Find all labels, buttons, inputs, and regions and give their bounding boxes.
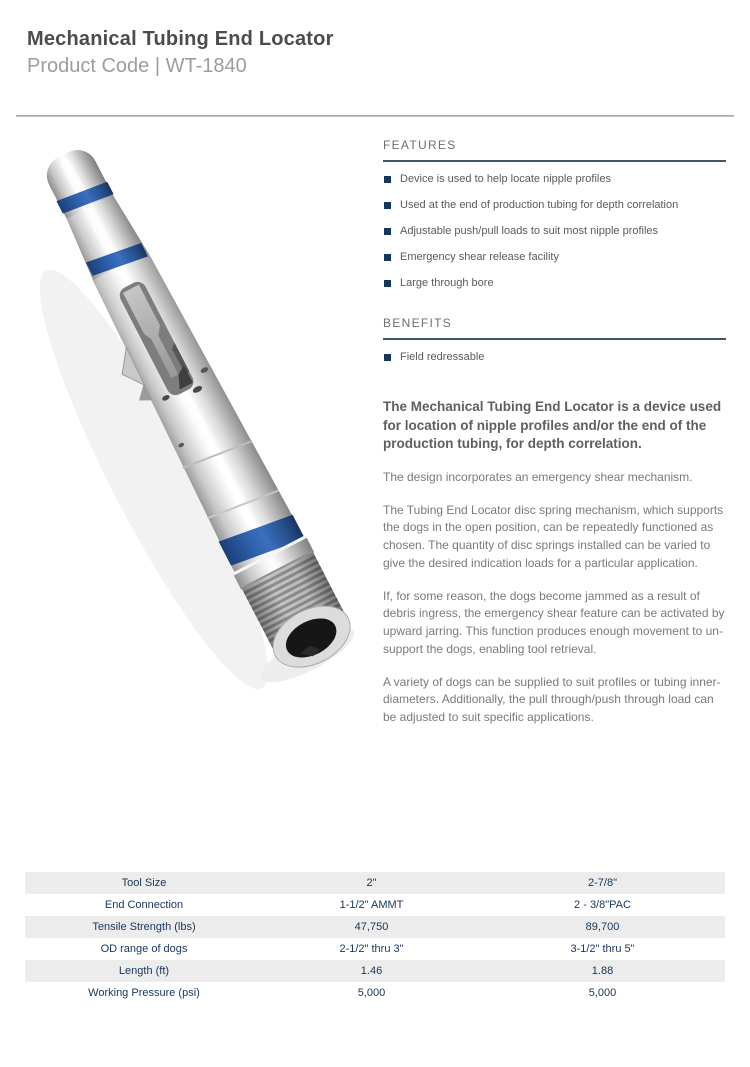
header-divider (16, 115, 734, 117)
spec-table-row (25, 938, 725, 960)
spec-table-row (25, 982, 725, 1004)
description-paragraph: A variety of dogs can be supplied to suit profiles or tubing inner-diameters. Additionally, the pull through/push through load can be adjusted to suit specific applications. (383, 674, 721, 725)
spec-label-cell: Tensile Strength (lbs) (92, 921, 196, 933)
description-paragraph: If, for some reason, the dogs become jammed as a result of debris ingress, the emergency shear feature can be activated by upward jarring. This function produces enough movement to un-support the dogs, enabling tool retrieval. (383, 588, 725, 656)
bullet-square-icon (384, 280, 391, 287)
benefits-heading: BENEFITS (383, 316, 453, 330)
spec-value-cell: 3-1/2" thru 5" (570, 943, 635, 955)
spec-table (25, 872, 725, 1004)
header (27, 28, 334, 78)
benefits-rule (383, 338, 726, 340)
spec-value-cell: 2-7/8" (588, 877, 617, 889)
spec-value-cell: 1-1/2" AMMT (339, 899, 404, 911)
feature-item (383, 167, 726, 193)
tubing-end-locator-image (8, 120, 383, 720)
spec-label-cell: End Connection (104, 899, 184, 911)
feature-item (383, 271, 726, 297)
product-photo (8, 120, 383, 720)
features-heading: FEATURES (383, 138, 457, 152)
bullet-square-icon (384, 176, 391, 183)
spec-value-cell: 1.88 (591, 965, 614, 977)
description-paragraph: The Tubing End Locator disc spring mechanism, which supports the dogs in the open position, can be repeatedly functioned as chosen. The quantity of disc springs installed can be varied to give the desired indication loads for a particular application. (383, 502, 724, 570)
feature-item (383, 219, 726, 245)
spec-value-cell: 5,000 (588, 987, 617, 999)
feature-text: Used at the end of production tubing for depth correlation (400, 199, 679, 211)
spec-value-cell: 1.46 (360, 965, 383, 977)
description-lead: The Mechanical Tubing End Locator is a device used for location of nipple profiles and/or the end of the production tubing, for depth correlation. (383, 399, 722, 452)
benefits-section (383, 316, 726, 371)
features-section (383, 138, 726, 297)
product-code: Product Code | WT-1840 (27, 55, 247, 77)
spec-table-row (25, 872, 725, 894)
spec-value-cell: 2-1/2" thru 3" (339, 943, 404, 955)
spec-value-cell: 2 - 3/8"PAC (574, 899, 631, 911)
feature-text: Device is used to help locate nipple profiles (400, 173, 611, 185)
feature-text: Large through bore (400, 277, 494, 289)
feature-item (383, 193, 726, 219)
spec-table-row (25, 916, 725, 938)
spec-value-cell: 89,700 (585, 921, 620, 933)
bullet-square-icon (384, 254, 391, 261)
description-paragraph: The design incorporates an emergency shear mechanism. (383, 469, 693, 484)
description-paragraphs (383, 469, 726, 727)
spec-value-cell: 5,000 (357, 987, 386, 999)
spec-table-row (25, 960, 725, 982)
page-title: Mechanical Tubing End Locator (27, 28, 334, 50)
right-column (383, 138, 726, 727)
spec-table-row (25, 894, 725, 916)
spec-label-cell: Working Pressure (psi) (88, 987, 200, 999)
spec-value-cell: 2" (366, 877, 377, 889)
features-list (383, 167, 726, 297)
spec-label-cell: Length (ft) (118, 965, 170, 977)
bullet-square-icon (384, 228, 391, 235)
benefits-list (383, 345, 726, 371)
benefit-item (383, 345, 726, 371)
feature-item (383, 245, 726, 271)
spec-value-cell: 47,750 (354, 921, 389, 933)
features-rule (383, 160, 726, 162)
feature-text: Emergency shear release facility (400, 251, 559, 263)
spec-label-cell: Tool Size (121, 877, 167, 889)
spec-table-body (25, 872, 725, 1004)
bullet-square-icon (384, 202, 391, 209)
spec-label-cell: OD range of dogs (100, 943, 188, 955)
bullet-square-icon (384, 354, 391, 361)
feature-text: Adjustable push/pull loads to suit most nipple profiles (400, 225, 659, 237)
benefit-text: Field redressable (400, 351, 485, 363)
